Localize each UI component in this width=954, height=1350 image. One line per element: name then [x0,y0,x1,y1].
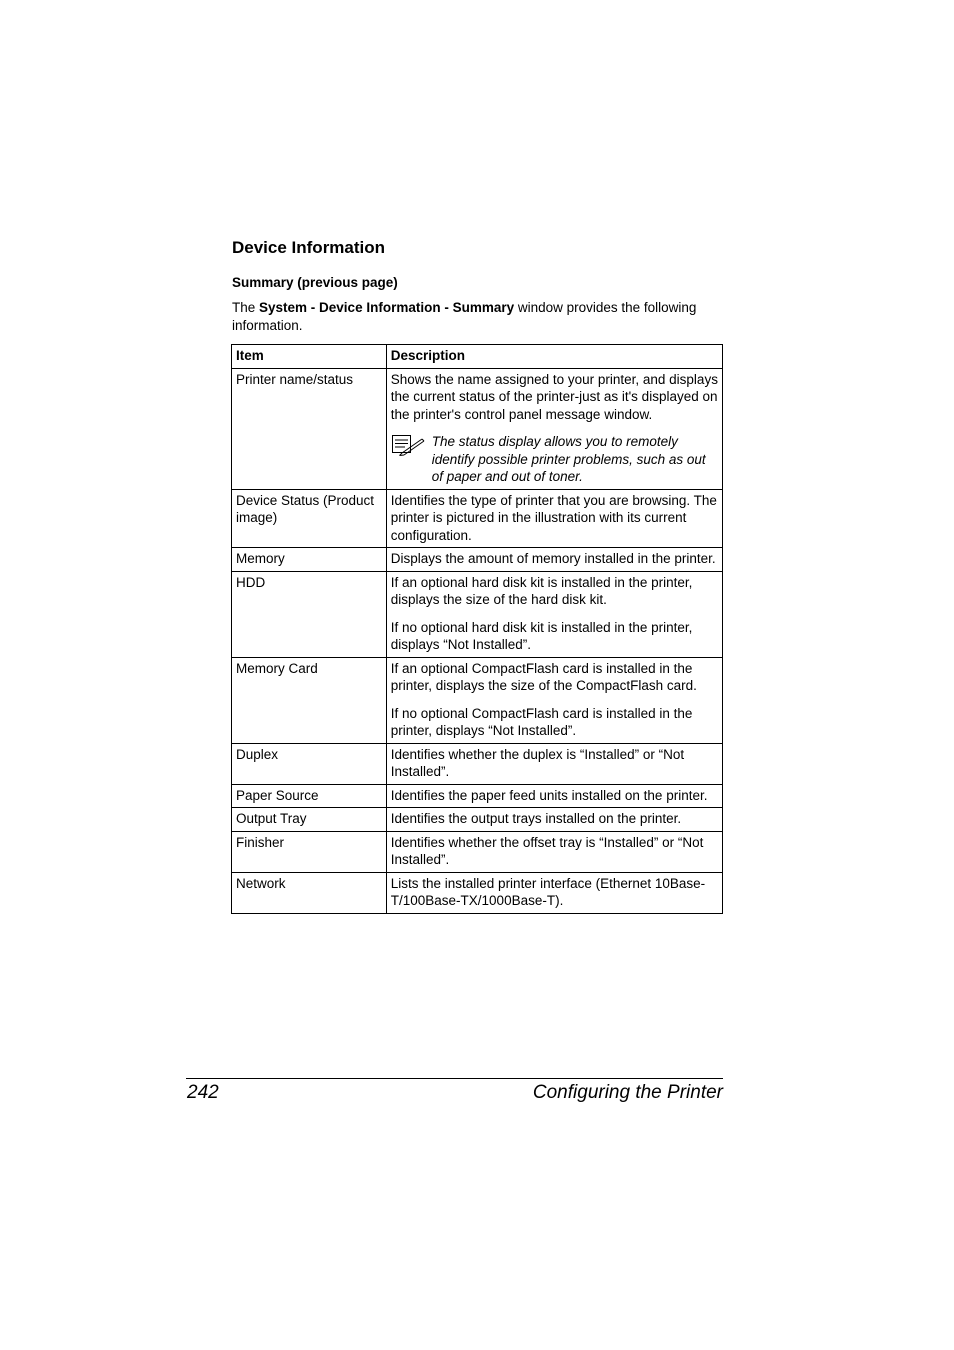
page-number: 242 [187,1082,219,1103]
description-cell [386,489,722,548]
table-header-row [232,345,723,369]
item-cell: Finisher [232,831,387,872]
description-cell [386,872,722,913]
description-paragraph: Lists the installed printer interface (Ethernet 10Base-T/100Base-TX/1000Base-T). [390,875,706,908]
description-paragraph: If no optional CompactFlash card is installed in the printer, displays “Not Installed”. [390,705,693,738]
chapter-title: Configuring the Printer [532,1082,723,1103]
table-row [232,743,723,784]
table-row [232,657,723,743]
description-cell [386,657,722,743]
description-cell [386,571,722,657]
item-cell: Device Status (Product image) [232,489,387,548]
description-paragraph: If no optional hard disk kit is installed in the printer, displays “Not Installed”. [390,619,693,652]
item-cell: Output Tray [232,808,387,832]
description-cell [386,784,722,808]
description-paragraph: Displays the amount of memory installed in the printer. [390,551,716,566]
device-info-table [231,344,723,914]
column-header-description: Description [386,345,722,369]
description-paragraph: Identifies the type of printer that you are browsing. The printer is pictured in the illustration with its current configuration. [390,492,717,543]
description-paragraph: Identifies whether the duplex is “Installed” or “Not Installed”. [390,746,685,779]
item-cell: Memory Card [232,657,387,743]
description-paragraph: Identifies the output trays installed on the printer. [390,811,682,826]
description-paragraph: Shows the name assigned to your printer, and displays the current status of the printer-just as it's displayed on the printer's control panel message window. [390,371,718,422]
table-row [232,548,723,572]
note-pencil-icon [391,433,432,486]
table-row [232,571,723,657]
table-row [232,784,723,808]
section-title: Device Information [232,238,386,257]
table-row [232,368,723,489]
intro-paragraph [232,299,722,334]
footer-rule [186,1078,723,1079]
item-cell: HDD [232,571,387,657]
item-cell: Duplex [232,743,387,784]
item-cell: Network [232,872,387,913]
intro-text-before: The [232,300,260,315]
table-row [232,489,723,548]
intro-window-name: System - Device Information - Summary [259,300,515,315]
item-cell: Printer name/status [232,368,387,489]
description-paragraph: Identifies the paper feed units installed on the printer. [390,787,708,803]
description-paragraph: Identifies whether the offset tray is “Installed” or “Not Installed”. [390,834,704,867]
table-row [232,831,723,872]
subheading: Summary (previous page) [232,275,398,290]
description-cell [386,808,722,832]
table-row [232,808,723,832]
item-cell: Memory [232,548,387,572]
note [391,433,720,486]
column-header-item: Item [232,345,387,369]
description-cell [386,368,722,489]
intro-text-after: window provides the following information. [232,300,697,333]
note-text: The status display allows you to remotely identify possible printer problems, such as out of paper and out of toner. [431,434,706,484]
table-body [232,368,723,913]
item-cell: Paper Source [232,784,387,808]
table-row [232,872,723,913]
description-paragraph: If an optional CompactFlash card is installed in the printer, displays the size of the CompactFlash card. [390,660,697,693]
description-cell [386,831,722,872]
description-cell [386,548,722,572]
description-paragraph: If an optional hard disk kit is installed in the printer, displays the size of the hard disk kit. [390,574,693,607]
description-cell [386,743,722,784]
